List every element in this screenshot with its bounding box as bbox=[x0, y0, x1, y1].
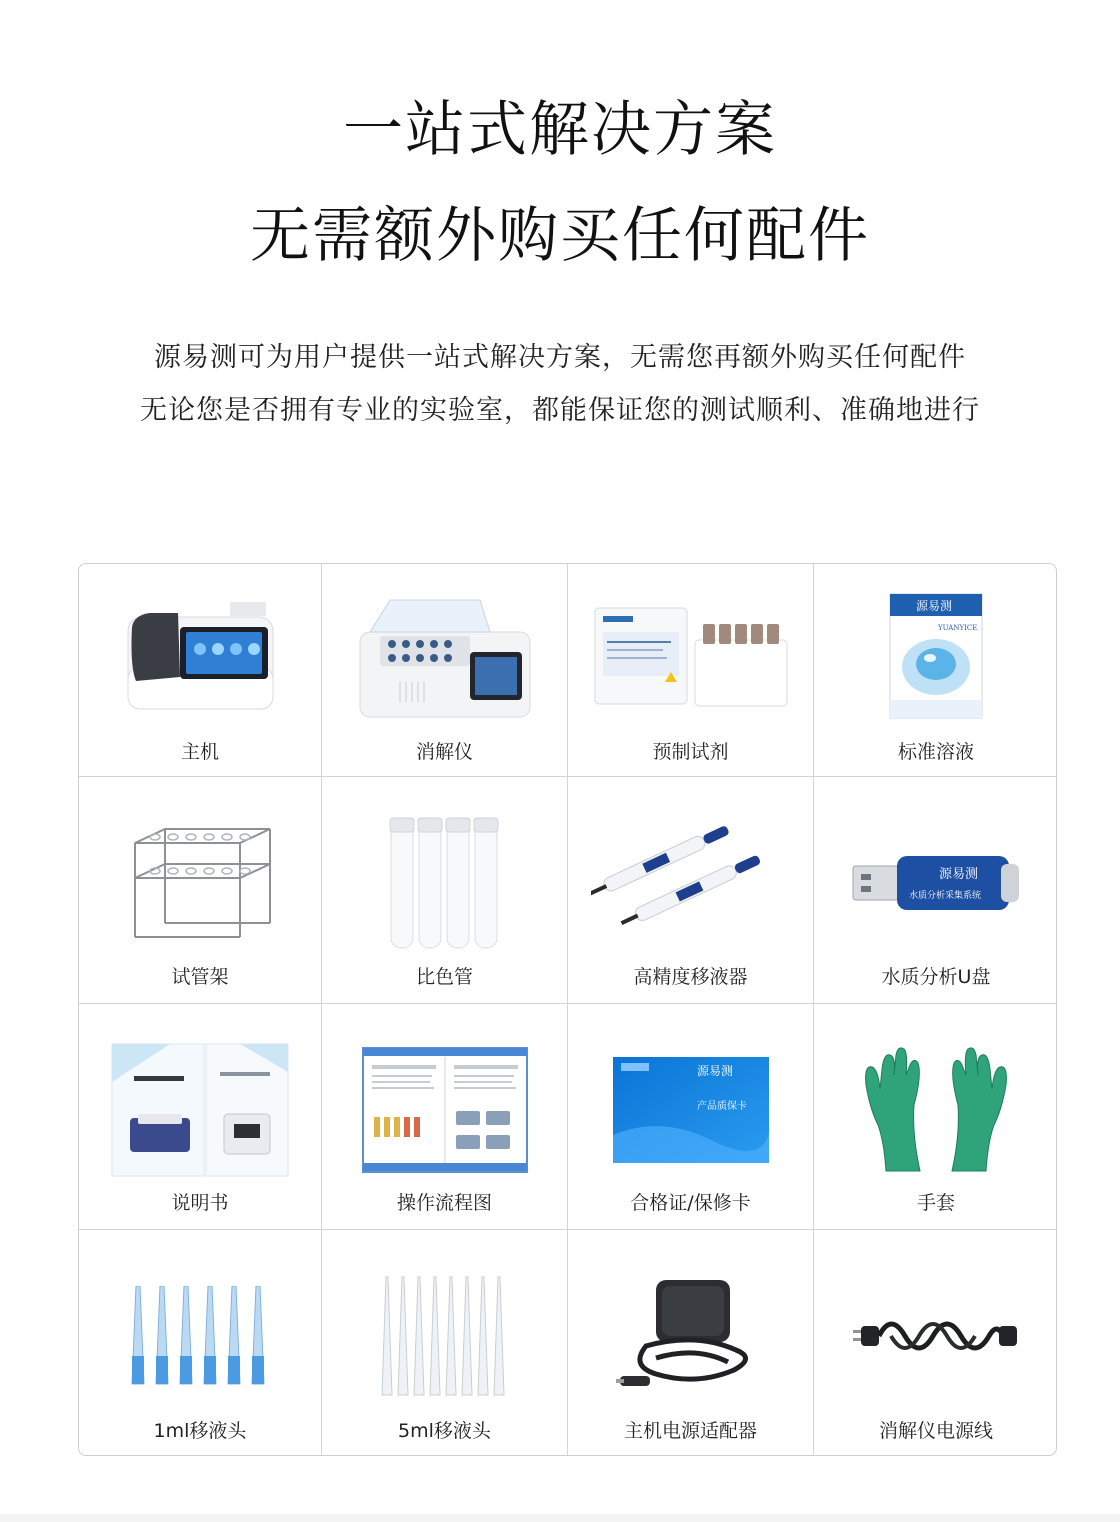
warranty-card-icon bbox=[568, 1040, 813, 1180]
colorimetric-tube-icon bbox=[322, 813, 567, 953]
page-subtitle: 无需额外购买任何配件 bbox=[250, 201, 870, 271]
usb-drive-icon bbox=[814, 813, 1057, 953]
manual-icon bbox=[79, 1040, 321, 1180]
item-label: 消解仪电源线 bbox=[878, 1420, 993, 1442]
item-host bbox=[79, 564, 322, 777]
item-reagent bbox=[568, 564, 814, 777]
item-label: 试管架 bbox=[171, 966, 229, 988]
item-tip-5ml bbox=[322, 1230, 568, 1456]
standard-solution-icon bbox=[814, 592, 1057, 722]
accessories-grid bbox=[78, 563, 1057, 1456]
power-cord-icon bbox=[814, 1266, 1057, 1406]
item-label: 比色管 bbox=[415, 966, 473, 988]
power-adapter-icon bbox=[568, 1266, 813, 1406]
item-colorimetric-tube bbox=[322, 777, 568, 1004]
item-label: 1ml移液头 bbox=[153, 1420, 247, 1442]
box-brand: 源易测 bbox=[916, 599, 953, 613]
item-label: 标准溶液 bbox=[897, 741, 974, 763]
item-label: 高精度移液器 bbox=[633, 966, 748, 988]
usb-brand: 源易测 bbox=[939, 867, 979, 882]
item-label: 主机电源适配器 bbox=[623, 1420, 757, 1442]
item-power-cord bbox=[814, 1230, 1057, 1456]
digester-icon bbox=[322, 592, 567, 722]
item-label: 5ml移液头 bbox=[398, 1420, 491, 1442]
pipette-tip-1ml-icon bbox=[79, 1266, 321, 1406]
item-label: 预制试剂 bbox=[652, 741, 729, 763]
item-label: 水质分析U盘 bbox=[881, 966, 991, 988]
item-label: 消解仪 bbox=[415, 741, 473, 763]
item-manual bbox=[79, 1004, 322, 1230]
description-line-1: 源易测可为用户提供一站式解决方案，无需您再额外购买任何配件 bbox=[154, 342, 966, 373]
item-flowchart bbox=[322, 1004, 568, 1230]
gloves-icon bbox=[814, 1040, 1057, 1180]
item-tip-1ml bbox=[79, 1230, 322, 1456]
reagent-box-icon bbox=[568, 592, 813, 722]
tube-rack-icon bbox=[79, 813, 321, 953]
page-title: 一站式解决方案 bbox=[343, 95, 777, 165]
item-usb bbox=[814, 777, 1057, 1004]
description-line-2: 无论您是否拥有专业的实验室，都能保证您的测试顺利、准确地进行 bbox=[140, 395, 980, 426]
item-label: 手套 bbox=[916, 1192, 955, 1214]
host-instrument-icon bbox=[79, 592, 321, 722]
item-label: 主机 bbox=[180, 741, 219, 763]
pipette-icon bbox=[568, 813, 813, 953]
card-title: 产品质保卡 bbox=[696, 1101, 747, 1112]
item-gloves bbox=[814, 1004, 1057, 1230]
item-pipette bbox=[568, 777, 814, 1004]
item-tube-rack bbox=[79, 777, 322, 1004]
pipette-tip-5ml-icon bbox=[322, 1266, 567, 1406]
item-power-adapter bbox=[568, 1230, 814, 1456]
item-digester bbox=[322, 564, 568, 777]
box-brand-sub: YUANYICE bbox=[938, 624, 978, 632]
card-brand: 源易测 bbox=[696, 1064, 733, 1078]
item-standard-solution bbox=[814, 564, 1057, 777]
item-warranty-card bbox=[568, 1004, 814, 1230]
item-label: 合格证/保修卡 bbox=[630, 1192, 751, 1214]
item-label: 操作流程图 bbox=[396, 1192, 492, 1214]
item-label: 说明书 bbox=[171, 1192, 229, 1214]
footer-strip bbox=[0, 1514, 1120, 1522]
flowchart-icon bbox=[322, 1040, 567, 1180]
usb-brand-sub: 水质分析采集系统 bbox=[909, 891, 982, 901]
